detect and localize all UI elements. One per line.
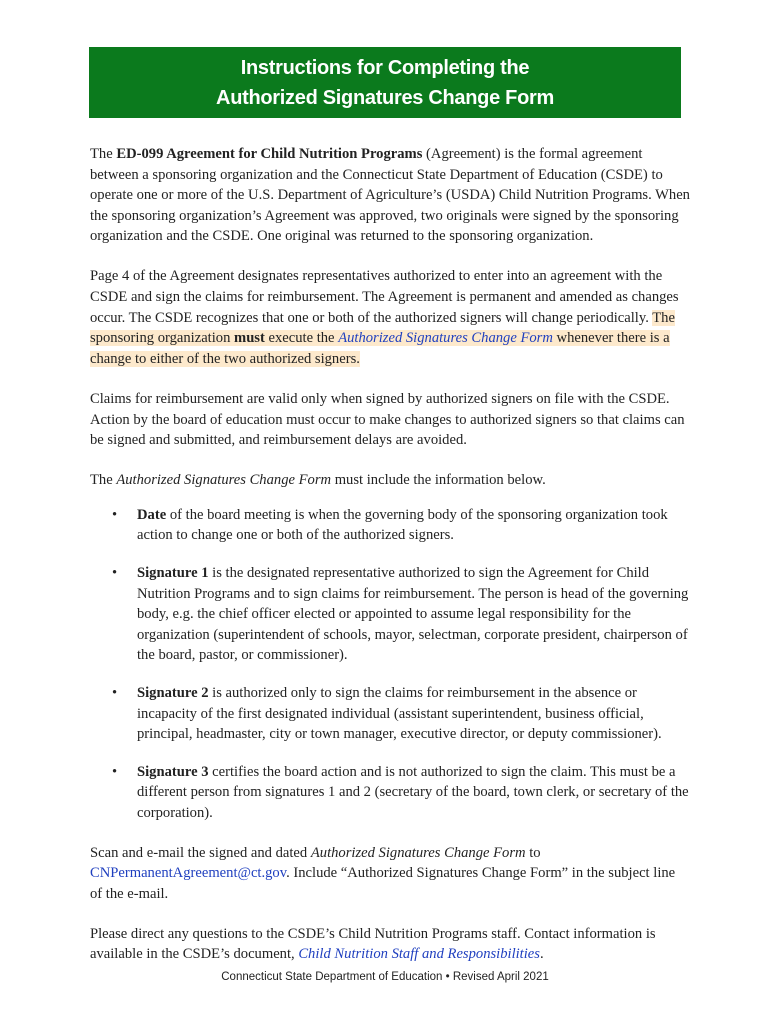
text-span: (Agreement) is the formal agreement between a sponsoring organization and the Connecticut State Department of Education (CSDE) to operate one or more of the U.S. Department of Agriculture’s (USDA) Child Nutrition Programs. When the sponsoring organization’s Agreement was approved, two originals were signed by the sponsoring organization and the CSDE. One original was returned to the sponsoring organization. <box>90 146 690 245</box>
bullet-icon: • <box>112 506 118 523</box>
text-span: Scan and e-mail the signed and dated <box>90 844 311 861</box>
list-item-term: Signature 2 <box>137 684 209 701</box>
page-footer: Connecticut State Department of Education • Revised April 2021 <box>221 971 549 983</box>
paragraph-questions <box>90 924 690 965</box>
text-span: The sponsoring organization <box>90 309 675 347</box>
paragraph-claims: Claims for reimbursement are valid only when signed by authorized signers on file with the CSDE. Action by the board of education must occur to make changes to authorized signers so that claims can be signed and submitted, and reimbursement delays are avoided. <box>90 390 685 449</box>
list-item-term: Date <box>137 506 167 523</box>
page-title-banner <box>89 47 681 118</box>
list-item-text: is authorized only to sign the claims for reimbursement in the absence or incapacity of the first designated individual (assistant superintendent, business official, principal, headmaster, city or town manager, executive director, or deputy commissioner). <box>137 684 662 743</box>
text-span: must include the information below. <box>331 472 546 489</box>
text-span: execute the <box>264 330 339 347</box>
page-title-line-1: Instructions for Completing the <box>240 56 530 79</box>
list-item <box>90 762 690 824</box>
text-span: The <box>90 472 117 489</box>
bullet-icon: • <box>112 763 118 780</box>
list-item <box>90 563 690 666</box>
email-link[interactable]: CNPermanentAgreement@ct.gov <box>90 865 287 882</box>
paragraph-email <box>90 843 690 905</box>
requirements-list <box>90 505 690 824</box>
staff-document-link[interactable]: Child Nutrition Staff and Responsibilities <box>298 946 540 963</box>
list-item <box>90 505 690 546</box>
paragraph-agreement <box>90 144 690 247</box>
text-span: to <box>525 844 541 861</box>
paragraph-include <box>90 470 690 491</box>
text-span: whenever there is a change to either of the two authorized signers. <box>90 330 670 367</box>
text-span: Please direct any questions to the CSDE’s Child Nutrition Programs staff. Contact information is available in the CSDE’s document, <box>90 925 656 963</box>
text-span: . Include “Authorized Signatures Change Form” in the subject line of the e-mail. <box>90 865 676 902</box>
list-item-text: certifies the board action and is not authorized to sign the claim. This must be a different person from signatures 1 and 2 (secretary of the board, town clerk, or secretary of the corporation). <box>137 763 689 821</box>
paragraph-designates <box>90 266 690 369</box>
text-span: . <box>539 946 544 963</box>
text-span: Page 4 of the Agreement designates representatives authorized to enter into an agreement with the CSDE and sign the claims for reimbursement. The Agreement is permanent and amended as changes occur. The CSDE recognizes that one or both of the authorized signers will change periodically. <box>90 268 679 326</box>
page-title-line-2: Authorized Signatures Change Form <box>216 86 554 109</box>
list-item-term: Signature 1 <box>137 565 209 581</box>
list-item-term: Signature 3 <box>137 763 209 780</box>
bullet-icon: • <box>112 684 118 701</box>
form-link[interactable]: Authorized Signatures Change Form <box>338 330 553 347</box>
agreement-name: ED-099 Agreement for Child Nutrition Programs <box>116 146 423 162</box>
form-name: Authorized Signatures Change Form <box>310 844 526 861</box>
must-emphasis: must <box>234 330 265 347</box>
document-body <box>90 144 690 985</box>
list-item-text: of the board meeting is when the governing body of the sponsoring organization took action to change one or both of the authorized signers. <box>137 506 668 544</box>
text-span: The <box>90 146 117 162</box>
bullet-icon: • <box>112 565 118 581</box>
list-item-text: is the designated representative authorized to sign the Agreement for Child Nutrition Programs and to sign claims for reimbursement. The person is head of the governing body, e.g. the chief officer elected or appointed to assume legal responsibility for the organization (superintendent of schools, mayor, selectman, corporate president, chairperson of the board, pastor, or commissioner). <box>137 565 689 664</box>
list-item <box>90 683 690 745</box>
form-name: Authorized Signatures Change Form <box>116 472 332 489</box>
